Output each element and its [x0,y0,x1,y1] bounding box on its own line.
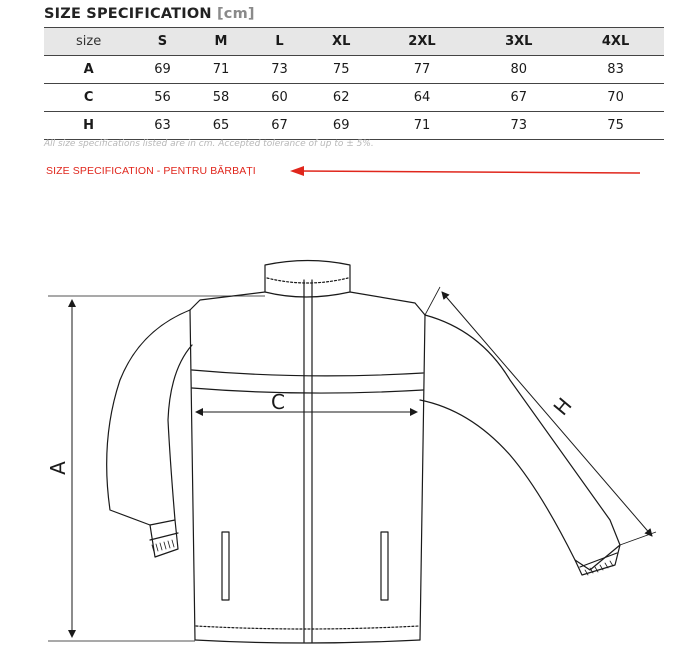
size-header-4xl: 4XL [567,28,664,56]
size-header-xl: XL [309,28,374,56]
size-header-l: L [250,28,309,56]
table-cell: 56 [133,84,192,112]
title-text: SIZE SPECIFICATION [44,6,212,22]
table-cell: 67 [470,84,567,112]
table-cell: 64 [374,84,471,112]
table-cell: 67 [250,112,309,140]
table-cell: 71 [192,56,251,84]
row-label: C [44,84,133,112]
table-cell: 63 [133,112,192,140]
table-cell: 65 [192,112,251,140]
table-cell: 73 [250,56,309,84]
table-cell: 60 [250,84,309,112]
size-header-m: M [192,28,251,56]
measure-a [48,296,265,641]
title-unit: [cm] [216,6,255,22]
table-cell: 62 [309,84,374,112]
size-header-3xl: 3XL [470,28,567,56]
label-h: H [548,393,577,420]
label-c: C [271,390,285,414]
table-cell: 75 [309,56,374,84]
row-label: H [44,112,133,140]
table-cell: 83 [567,56,664,84]
table-cell: 71 [374,112,471,140]
table-cell: 58 [192,84,251,112]
tolerance-note: All size specifications listed are in cm. Accepted tolerance of up to ± 5%. [44,139,374,149]
size-header-s: S [133,28,192,56]
table-cell: 77 [374,56,471,84]
table-cell: 69 [309,112,374,140]
measure-h [425,287,656,545]
row-label: A [44,56,133,84]
table-cell: 73 [470,112,567,140]
table-cell: 80 [470,56,567,84]
label-a: A [46,461,70,475]
size-header-2xl: 2XL [374,28,471,56]
table-cell: 70 [567,84,664,112]
table-cell: 69 [133,56,192,84]
mens-size-subtitle: SIZE SPECIFICATION - PENTRU BĂRBAȚI [46,165,256,177]
jacket-outline-icon [107,261,620,644]
size-column-header: size [44,28,133,56]
table-cell: 75 [567,112,664,140]
